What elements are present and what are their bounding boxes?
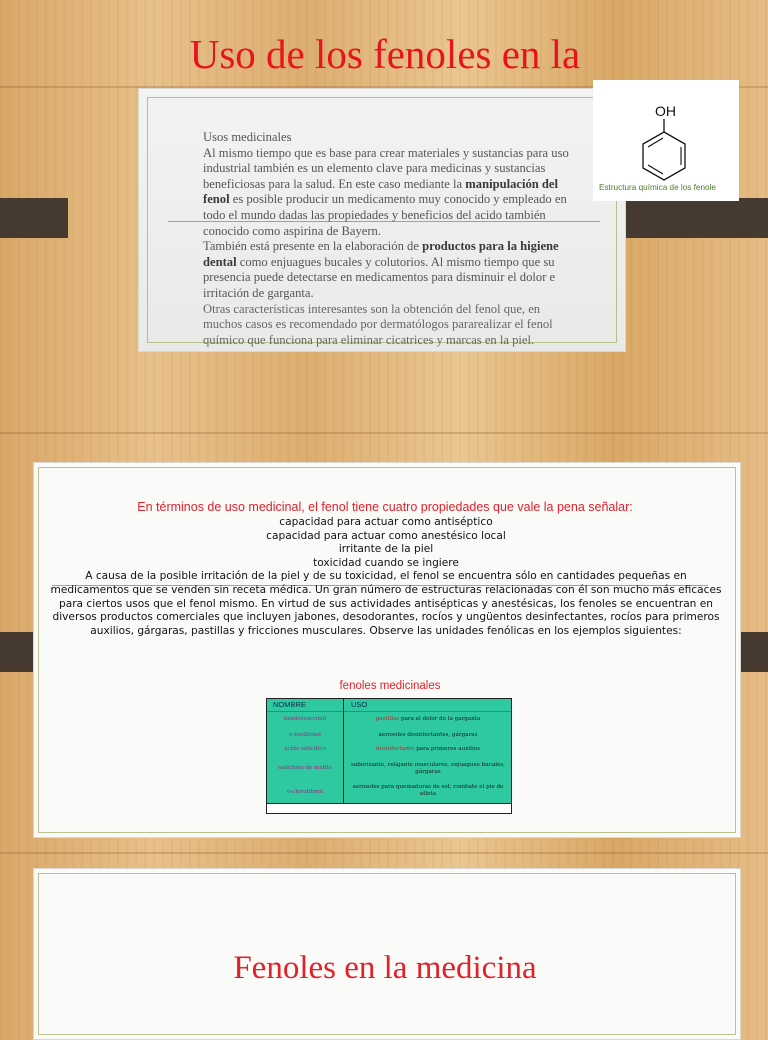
property-item: irritante de la piel <box>338 543 434 556</box>
intro-text: En términos de uso medicinal, el fenol tiene cuatro propiedades que vale la pena señalar: <box>137 500 633 514</box>
properties-text <box>50 516 722 638</box>
plank-seam <box>0 852 768 854</box>
paragraph: A causa de la posible irritación de la piel y de su toxicidad, el fenol se encuentra sólo en cantidades pequeñas en medicamentos que se venden sin receta médica. Un gran número de estructuras relacionadas con él son mucho más eficaces para ciertos usos que el fenol mismo. En virtud de sus actividades antisépticas y anestésicas, los fenoles se encuentran en diversos productos comerciales que incluyen jabones, desodorantes, rocíos y ungüentos desinfectantes, rocíos para primeros auxilios, gárgaras, pastillas y fricciones musculares. Observe las unidades fenólicas en los ejemplos siguientes: <box>50 570 722 637</box>
table-header: USO <box>351 700 368 709</box>
table-cell-use: aerosoles para quemaduras de sol; combate el pie de atleta <box>352 784 504 797</box>
medicinal-phenols-table <box>266 698 512 814</box>
table-cell-name: ácido salicílico <box>284 746 326 752</box>
table-cell-use: aerosoles desinfectantes, gárgaras <box>378 732 478 738</box>
slide-title: Uso de los fenoles en la <box>189 31 581 77</box>
table-cell-name: o-clorotilmol <box>287 789 323 795</box>
table-cell-use: desinfectante para primeros auxilios <box>376 746 480 752</box>
property-item: capacidad para actuar como anestésico local <box>266 529 506 542</box>
paragraph: Al mismo tiempo que es base para crear materiales y sustancias para uso industrial también es un elemento clave para medicinas y sustancias beneficiosas para la salud. En este caso mediante la manipulación del fenol es posible producir un medicamento muy conocido y empleado en todo el mundo dadas las propiedades y beneficios del acido también conocido como aspirina de Bayern. <box>203 145 569 238</box>
paragraph: También está presente en la elaboración de productos para la higiene dental como enjuagues bucales y colutorios. Al mismo tiempo que su presencia puede detectarse en medicamentos para disminuir el dolor e irritación de garganta. <box>203 239 559 300</box>
table-cell-name: hexilresorcinol <box>283 716 327 722</box>
table-cell-use: saborizante, relajante musculares, enjuagues bucales, gárgaras <box>351 762 505 775</box>
property-item: toxicidad cuando se ingiere <box>313 556 459 569</box>
table-cell-name: o-fenilfenol <box>289 732 321 738</box>
table-header: NOMBRE <box>273 700 306 709</box>
phenol-structure-image <box>593 80 739 201</box>
paragraph: Otras características interesantes son la obtención del fenol que, en muchos casos es recomendado por dermatólogos pararealizar el fenol químico que funciona para eliminar cicatrices y marcas en la piel. <box>203 301 553 347</box>
svg-text:OH: OH <box>655 103 676 119</box>
image-caption: Estructura química de los fenole <box>599 183 716 192</box>
property-item: capacidad para actuar como antiséptico <box>279 516 493 528</box>
table-cell-name: salicilato de metilo <box>278 765 332 771</box>
plank-seam <box>0 432 768 434</box>
section-heading: Usos medicinales <box>203 130 292 144</box>
table-cell-use: pastillas para el dolor de la garganta <box>375 716 481 722</box>
slide-title: Fenoles en la medicina <box>233 950 537 986</box>
table-title: fenoles medicinales <box>339 680 441 692</box>
slide-band-left <box>0 198 68 238</box>
slide-band-right <box>613 198 768 238</box>
medical-uses-text <box>203 130 578 348</box>
